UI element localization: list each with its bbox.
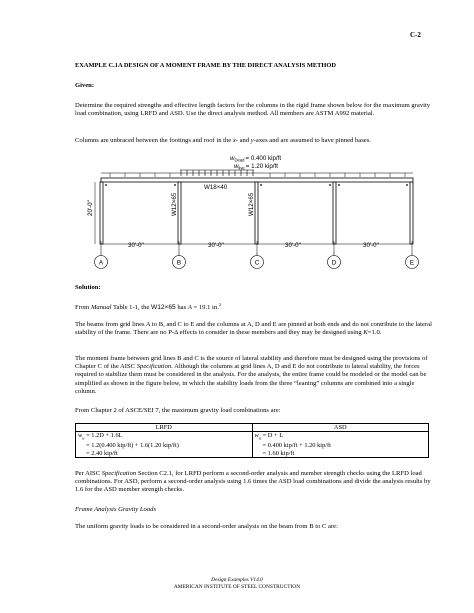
page-number: C-2 bbox=[410, 31, 421, 39]
given-paragraph: Determine the required strengths and effective length factors for the columns in the rigid frame shown below for the maximum gravity load combination, using LRFD and ASD. Use the direct analysis method. All members are ASTM A992 material. bbox=[75, 102, 431, 118]
per-aisc-paragraph: Per AISC Specification Section C2.1, for LRFD perform a second-order analysis and member strength checks using the LRFD load combinations. For ASD, perform a second-order analysis using 1.6 times the ASD load combinations and divide the analysis results by 1.6 for the ASD member strength checks. bbox=[75, 470, 431, 494]
column-d bbox=[333, 182, 336, 244]
asd-cell bbox=[252, 432, 429, 458]
column-b bbox=[178, 182, 181, 244]
dead-load-label: $w_{Dead}= 0.400$ kip/ft bbox=[230, 155, 282, 163]
footer-edition: Design Examples V14.0 bbox=[211, 577, 263, 583]
span-de: 30'-0" bbox=[363, 242, 379, 249]
manual-paragraph: From Manual Table 1-1, the W12×65 has A = 19.1 in.$^2$ bbox=[75, 302, 222, 312]
gravity-loads-heading: Frame Analysis Gravity Loads bbox=[75, 506, 157, 513]
asd-line-2: = 0.400 kip/ft + 1.20 kip/ft bbox=[262, 442, 331, 450]
roof-beam bbox=[101, 178, 413, 182]
grid-label-a: A bbox=[98, 259, 104, 267]
height-label: 20'-0" bbox=[87, 200, 94, 216]
column-e bbox=[410, 182, 413, 244]
grid-label-d: D bbox=[331, 259, 337, 267]
table-header-row bbox=[76, 424, 429, 432]
columns-paragraph: Columns are unbraced between the footings and roof in the x- and y-axes and are assumed to have pinned bases. bbox=[75, 137, 371, 144]
live-load-label: $w_{live}= 1.20$ kip/ft bbox=[234, 163, 278, 171]
lrfd-cell bbox=[76, 432, 253, 458]
asd-line-1: $w_a = D + L$ bbox=[254, 432, 284, 441]
lrfd-line-1: $w_u = 1.2D + 1.6L$ bbox=[78, 432, 123, 441]
beam-label: W18×40 bbox=[204, 184, 228, 191]
beams-paragraph: The beams from grid lines A to B, and C to E and the columns at A, D and E are pinned at both ends and do not contribute to the lateral stability of the frame. There are no P-Δ effects to consider in these members and they may be designed using K=1.0. bbox=[75, 321, 432, 337]
asd-header: ASD bbox=[252, 424, 429, 432]
moment-frame-paragraph: The moment frame between grid lines B and C is the source of lateral stability and therefore must be designed using the provisions of Chapter C of the AISC Specification. Although the columns at grid lines A, D and E do not contribute to lateral stability, the forces required to stabilize them must be considered in the analysis. For the analysis, the entire frame could be modeled or the model can be simplified as shown in the figure below, in which the stability loads from the three “leaning” columns are combined into a single column. bbox=[75, 355, 428, 395]
lrfd-line-2: = 1.2(0.400 kip/ft) + 1.6(1.20 kip/ft) bbox=[86, 442, 179, 450]
span-cd: 30'-0" bbox=[285, 242, 301, 249]
frame-figure bbox=[80, 148, 440, 273]
load-combination-table bbox=[75, 423, 429, 458]
uniform-loads-paragraph: The uniform gravity loads to be considered in a second-order analysis on the beam from B to C are: bbox=[75, 523, 338, 530]
column-a bbox=[100, 182, 103, 244]
column-c-label: W12×65 bbox=[248, 192, 255, 216]
columns bbox=[100, 182, 413, 244]
column-c bbox=[255, 182, 258, 244]
example-title: EXAMPLE C.1A DESIGN OF A MOMENT FRAME BY THE DIRECT ANALYSIS METHOD bbox=[75, 62, 336, 69]
span-ab: 30'-0" bbox=[128, 242, 144, 249]
lrfd-line-3: = 2.40 kip/ft bbox=[86, 449, 118, 457]
grid-label-c: C bbox=[254, 259, 260, 267]
solution-heading: Solution: bbox=[75, 284, 101, 291]
table-row bbox=[76, 432, 429, 458]
column-b-label: W12×65 bbox=[171, 192, 178, 216]
grid-label-b: B bbox=[176, 259, 182, 267]
chapter2-paragraph: From Chapter 2 of ASCE/SEI 7, the maximum gravity load combinations are: bbox=[75, 407, 281, 414]
span-bc: 30'-0" bbox=[208, 242, 224, 249]
roof-load-line bbox=[101, 173, 413, 177]
given-heading: Given: bbox=[75, 82, 95, 89]
asd-line-3: = 1.60 kip/ft bbox=[262, 449, 295, 457]
lrfd-header: LRFD bbox=[76, 424, 253, 432]
footer-publisher: AMERICAN INSTITUTE OF STEEL CONSTRUCTION bbox=[173, 584, 301, 590]
grid-label-e: E bbox=[409, 259, 415, 267]
